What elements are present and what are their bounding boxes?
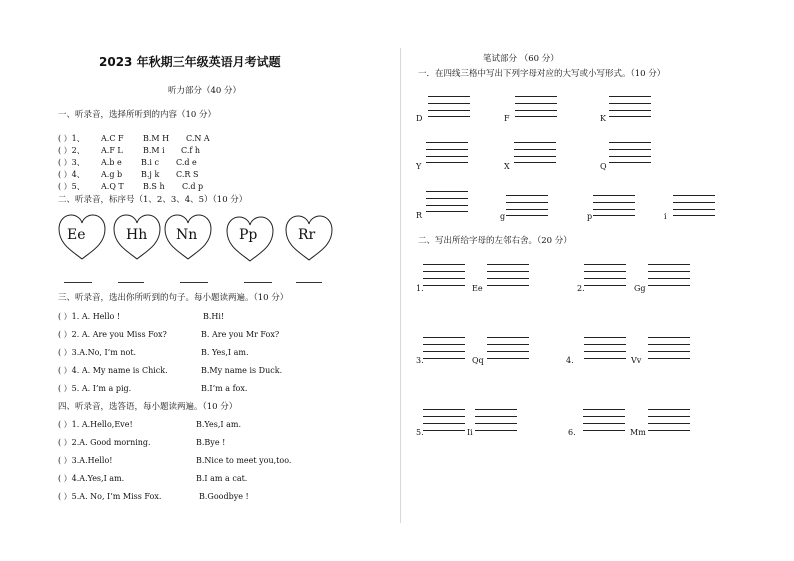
heart-label: Rr (298, 227, 316, 243)
letter-prompt: K (600, 114, 606, 123)
item-option-a: ( ）1. A. Hello ! (58, 312, 121, 321)
column-divider (400, 48, 401, 523)
heart-label: Ee (67, 227, 86, 243)
given-letter: Ii (467, 428, 473, 437)
writing-section-1-title: 一．在四线三格中写出下列字母对应的大写或小写形式。（10 分） (418, 69, 666, 79)
item-option-b: B. Yes,I am. (201, 348, 249, 357)
listening-section-1-title: 一、听录音，选择所听到的内容（10 分） (58, 110, 217, 120)
option-b: B.M H (143, 134, 170, 143)
list-item-number: ( ）4、 (58, 170, 85, 179)
heart-label: Hh (126, 227, 148, 243)
option-c: C.d e (176, 158, 197, 167)
list-item-number: ( ）3、 (58, 158, 85, 167)
item-number: 4. (566, 356, 574, 365)
answer-blank[interactable] (244, 282, 272, 283)
item-option-a: ( ）3.A.Hello! (58, 456, 113, 465)
option-b: B.S h (143, 182, 165, 191)
heart-label: Pp (239, 227, 258, 243)
letter-prompt: D (416, 114, 423, 123)
item-option-b: B.Goodbye ! (199, 492, 249, 501)
list-item-number: ( ）2、 (58, 146, 85, 155)
option-b: B.j k (141, 170, 160, 179)
option-c: C.d p (182, 182, 204, 191)
item-option-b: B.I am a cat. (196, 474, 248, 483)
list-item-number: ( ）5、 (58, 182, 85, 191)
item-number: 3. (416, 356, 424, 365)
item-option-a: ( ）2. A. Are you Miss Fox? (58, 330, 167, 339)
answer-blank[interactable] (296, 282, 322, 283)
item-option-b: B. Are you Mr Fox? (201, 330, 280, 339)
item-option-a: ( ）5.A. No, I’m Miss Fox. (58, 492, 162, 501)
option-c: C.R S (176, 170, 199, 179)
item-option-b: B.I’m a fox. (201, 384, 248, 393)
letter-prompt: R (416, 211, 423, 220)
listening-header: 听力部分（40 分） (168, 86, 242, 96)
option-c: C.N A (186, 134, 210, 143)
writing-header: 笔试部分 （60 分） (483, 54, 559, 64)
given-letter: Mm (630, 428, 646, 437)
letter-prompt: Q (600, 162, 607, 171)
option-a: A.F L (101, 146, 123, 155)
item-option-a: ( ）4. A. My name is Chick. (58, 366, 168, 375)
option-a: A.g b (101, 170, 123, 179)
option-a: A.C F (101, 134, 124, 143)
heart-label: Nn (176, 227, 198, 243)
item-option-a: ( ）4.A.Yes,I am. (58, 474, 125, 483)
item-option-a: ( ）2.A. Good morning. (58, 438, 151, 447)
option-b: B.i c (141, 158, 160, 167)
option-b: B.M i (143, 146, 165, 155)
option-c: C.f h (181, 146, 201, 155)
given-letter: Ee (472, 284, 483, 293)
letter-prompt: i (664, 212, 667, 221)
writing-section-2-title: 二、写出所给字母的左邻右舍。（20 分） (418, 236, 572, 246)
letter-prompt: g (500, 212, 506, 221)
page-title: 2023 年秋期三年级英语月考试题 (99, 55, 281, 69)
item-option-b: B.Hi! (203, 312, 225, 321)
list-item-number: ( ）1、 (58, 134, 85, 143)
item-option-a: ( ）1. A.Hello,Eve! (58, 420, 133, 429)
item-option-b: B.Nice to meet you,too. (196, 456, 292, 465)
letter-prompt: p (587, 212, 593, 221)
item-option-a: ( ）5. A. I’m a pig. (58, 384, 132, 393)
option-a: A.Q T (101, 182, 124, 191)
item-number: 2. (577, 284, 585, 293)
letter-prompt: F (504, 114, 510, 123)
listening-section-4-title: 四、听录音，选答语，每小题读两遍。（10 分） (58, 402, 238, 412)
item-option-b: B.Bye ! (196, 438, 226, 447)
item-option-a: ( ）3.A.No, I’m not. (58, 348, 137, 357)
letter-prompt: X (504, 162, 510, 171)
answer-blank[interactable] (64, 282, 92, 283)
item-option-b: B.My name is Duck. (201, 366, 283, 375)
item-number: 5. (416, 428, 424, 437)
answer-blank[interactable] (118, 282, 144, 283)
given-letter: Gg (634, 284, 646, 293)
listening-section-2-title: 二、听录音，标序号（1、2、3、4、5）（10 分） (58, 195, 248, 205)
answer-blank[interactable] (180, 282, 208, 283)
given-letter: Vv (631, 356, 642, 365)
letter-prompt: Y (416, 162, 422, 171)
item-option-b: B.Yes,I am. (196, 420, 241, 429)
option-a: A.b e (101, 158, 122, 167)
listening-section-3-title: 三、听录音，选出你所听到的句子。每小题读两遍。（10 分） (58, 293, 289, 303)
item-number: 1. (416, 284, 424, 293)
given-letter: Qq (472, 356, 484, 365)
item-number: 6. (568, 428, 576, 437)
